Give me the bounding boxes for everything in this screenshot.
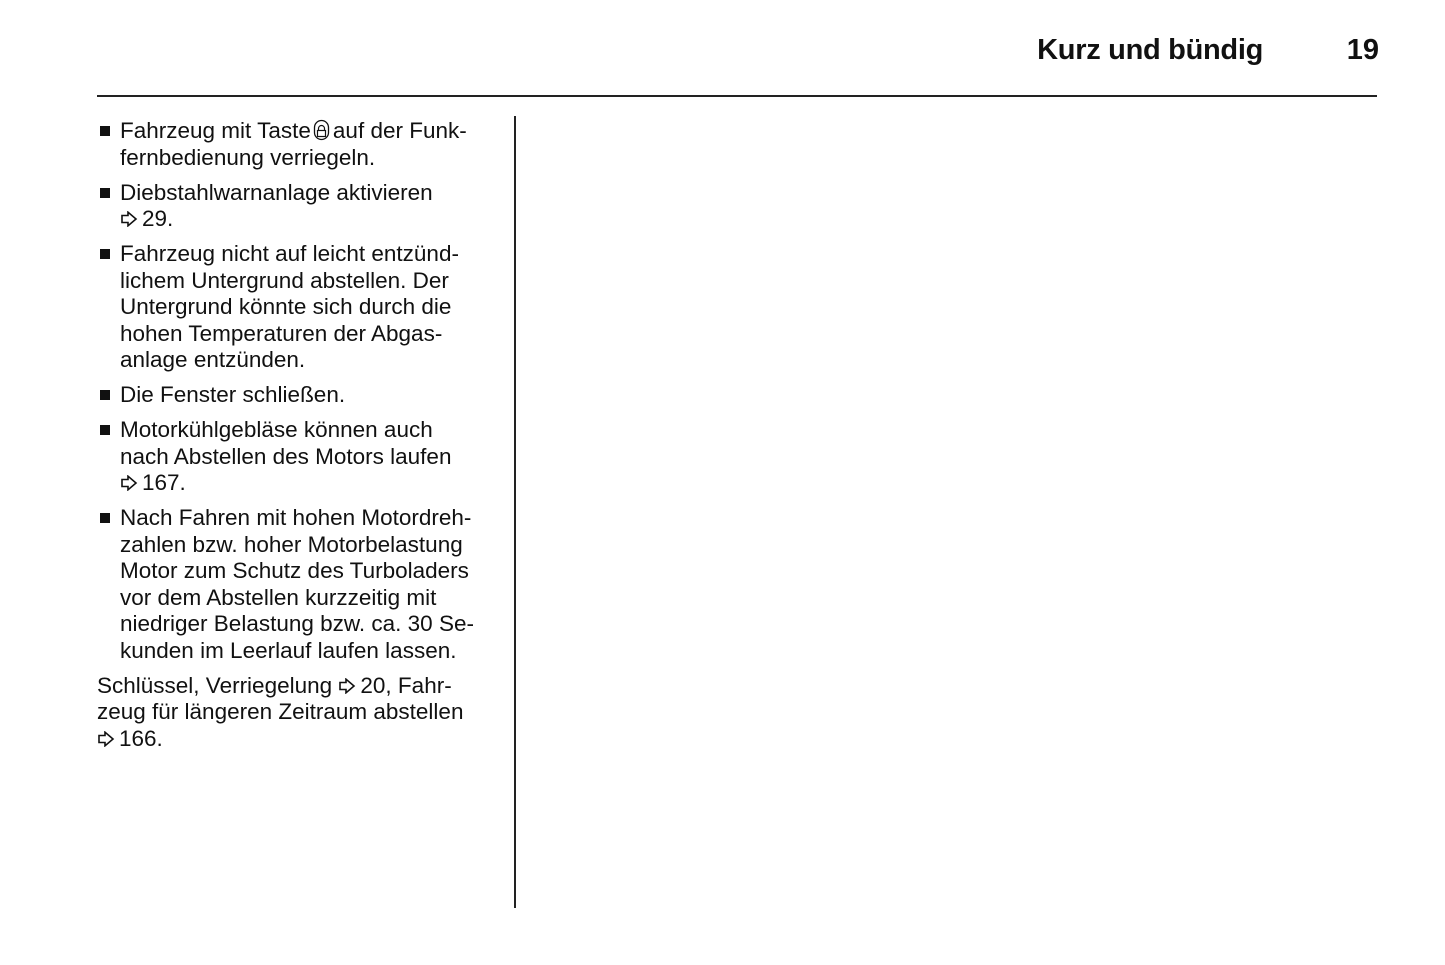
reference-arrow-icon (338, 678, 356, 694)
list-item (97, 118, 501, 171)
list-item-line (120, 206, 501, 233)
list-item-line: Untergrund könnte sich durch die (120, 294, 452, 319)
page-reference[interactable]: 20, Fahr- (360, 672, 452, 698)
bullet-square-icon (100, 425, 110, 435)
bullet-square-icon (100, 126, 110, 136)
list-item-line (120, 118, 501, 145)
bullet-square-icon (100, 390, 110, 400)
list-item-line: Diebstahlwarnanlage aktivieren (120, 179, 433, 205)
footnote-text: Schlüssel, Verriegelung (97, 672, 333, 698)
list-item (97, 180, 501, 233)
list-item-line: Motorkühlgebläse können auch (120, 417, 433, 442)
list-item-text: auf der Funk- (332, 118, 467, 143)
bullet-square-icon (100, 249, 110, 259)
list-item-line: vor dem Abstellen kurzzeitig mit (120, 584, 437, 610)
page-reference[interactable]: 167. (142, 470, 186, 495)
list-item-line: kunden im Leerlauf laufen lassen. (120, 637, 457, 663)
list-item-line: anlage entzünden. (120, 347, 306, 372)
list-item-text: Fahrzeug mit Taste (120, 118, 311, 143)
list-item (97, 417, 501, 497)
column-divider (514, 116, 516, 908)
page-number: 19 (1346, 34, 1379, 66)
reference-arrow-icon (120, 211, 138, 227)
list-item (97, 382, 501, 409)
list-item-line: nach Abstellen des Motors laufen (120, 443, 452, 469)
cross-reference-paragraph (97, 673, 501, 753)
page-title: Kurz und bündig (1037, 34, 1263, 66)
reference-arrow-icon (120, 475, 138, 491)
list-item-line: Die Fenster schließen. (120, 382, 346, 407)
footnote-line (97, 726, 501, 753)
list-item-line: Fahrzeug nicht auf leicht entzünd- (120, 241, 459, 266)
page-reference[interactable]: 29. (142, 206, 174, 231)
left-column (97, 118, 501, 752)
list-item-line: hohen Temperaturen der Abgas- (120, 320, 443, 346)
list-item (97, 241, 501, 374)
list-item-line: fernbedienung verriegeln. (120, 144, 376, 170)
list-item-line: niedriger Belastung bzw. ca. 30 Se- (120, 611, 474, 636)
footnote-line: zeug für längeren Zeitraum abstellen (97, 699, 464, 724)
list-item (97, 505, 501, 664)
list-item-line (120, 470, 501, 497)
bullet-square-icon (100, 513, 110, 523)
header-rule (97, 95, 1377, 97)
bullet-list (97, 118, 501, 664)
list-item-line: Nach Fahren mit hohen Motordreh- (120, 505, 472, 530)
lock-icon (313, 119, 330, 141)
list-item-line: zahlen bzw. hoher Motorbelastung (120, 531, 463, 557)
list-item-line: Motor zum Schutz des Turboladers (120, 558, 469, 583)
footnote-line (97, 673, 501, 700)
reference-arrow-icon (97, 731, 115, 747)
page-reference[interactable]: 166. (119, 725, 163, 751)
list-item-line: lichem Untergrund abstellen. Der (120, 267, 449, 293)
bullet-square-icon (100, 188, 110, 198)
